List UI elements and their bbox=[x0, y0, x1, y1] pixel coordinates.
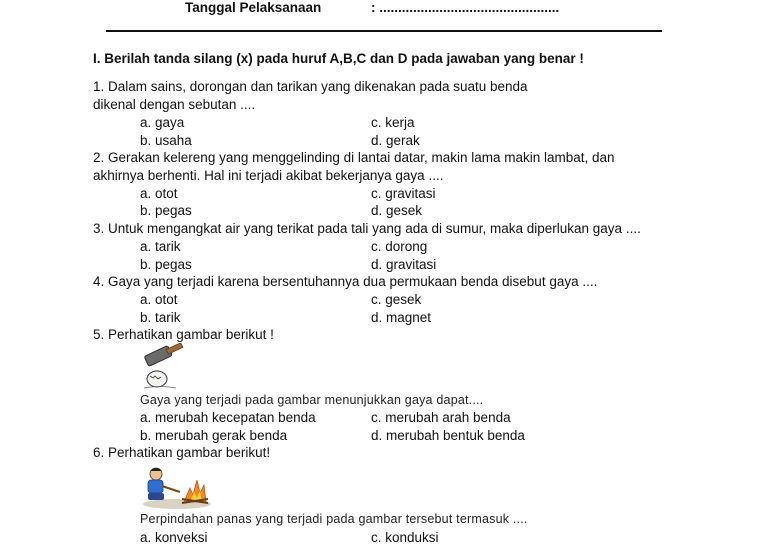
question-3-option-c[interactable]: c. dorong bbox=[371, 239, 428, 254]
hammer-egg-image bbox=[140, 343, 186, 391]
question-5-option-b[interactable]: b. merubah gerak benda bbox=[140, 428, 288, 443]
question-2-option-b[interactable]: b. pegas bbox=[140, 203, 192, 218]
question-2-line-2: akhirnya berhenti. Hal ini terjadi akibat bekerjanya gaya .... bbox=[93, 168, 444, 183]
question-5-option-c[interactable]: c. merubah arah benda bbox=[371, 410, 511, 425]
question-3-option-d[interactable]: d. gravitasi bbox=[371, 257, 437, 272]
question-3-option-a[interactable]: a. tarik bbox=[140, 239, 181, 254]
question-1-option-b[interactable]: b. usaha bbox=[140, 133, 192, 148]
section-title: I. Berilah tanda silang (x) pada huruf A,B,C dan D pada jawaban yang benar ! bbox=[93, 51, 584, 66]
question-5-option-a[interactable]: a. merubah kecepatan benda bbox=[140, 410, 316, 425]
question-1-option-c[interactable]: c. kerja bbox=[371, 115, 415, 130]
header-label: Tanggal Pelaksanaan bbox=[185, 0, 322, 15]
question-1-line-1: 1. Dalam sains, dorongan dan tarikan yang dikenakan pada suatu benda bbox=[93, 79, 528, 94]
question-5-option-d[interactable]: d. merubah bentuk benda bbox=[371, 428, 525, 443]
header-divider bbox=[106, 30, 662, 32]
question-2-option-d[interactable]: d. gesek bbox=[371, 203, 423, 218]
question-1-option-d[interactable]: d. gerak bbox=[371, 133, 420, 148]
header-value: : ................................................ bbox=[371, 0, 560, 15]
question-6-line-1: 6. Perhatikan gambar berikut! bbox=[93, 445, 271, 460]
question-2-option-c[interactable]: c. gravitasi bbox=[371, 186, 436, 201]
question-5-caption: Gaya yang terjadi pada gambar menunjukkan gaya dapat.... bbox=[140, 393, 484, 407]
campfire-child-image bbox=[140, 462, 214, 510]
question-6-caption: Perpindahan panas yang terjadi pada gambar tersebut termasuk .... bbox=[140, 512, 528, 526]
question-5-line-1: 5. Perhatikan gambar berikut ! bbox=[93, 327, 274, 342]
question-4-option-c[interactable]: c. gesek bbox=[371, 292, 422, 307]
question-1-option-a[interactable]: a. gaya bbox=[140, 115, 185, 130]
question-6-option-c[interactable]: c. konduksi bbox=[371, 530, 439, 545]
question-4-line-1: 4. Gaya yang terjadi karena bersentuhannya dua permukaan benda disebut gaya .... bbox=[93, 274, 598, 289]
question-3-line-1: 3. Untuk mengangkat air yang terikat pada tali yang ada di sumur, maka diperlukan gaya .... bbox=[93, 221, 641, 236]
question-2-line-1: 2. Gerakan kelereng yang menggelinding di lantai datar, makin lama makin lambat, dan bbox=[93, 150, 615, 165]
header bbox=[185, 0, 560, 15]
question-4-option-d[interactable]: d. magnet bbox=[371, 310, 432, 325]
question-4-option-a[interactable]: a. otot bbox=[140, 292, 178, 307]
question-3-option-b[interactable]: b. pegas bbox=[140, 257, 192, 272]
question-4-option-b[interactable]: b. tarik bbox=[140, 310, 181, 325]
question-2-option-a[interactable]: a. otot bbox=[140, 186, 178, 201]
question-6-option-a[interactable]: a. konveksi bbox=[140, 530, 208, 545]
question-1-line-2: dikenal dengan sebutan .... bbox=[93, 97, 256, 112]
